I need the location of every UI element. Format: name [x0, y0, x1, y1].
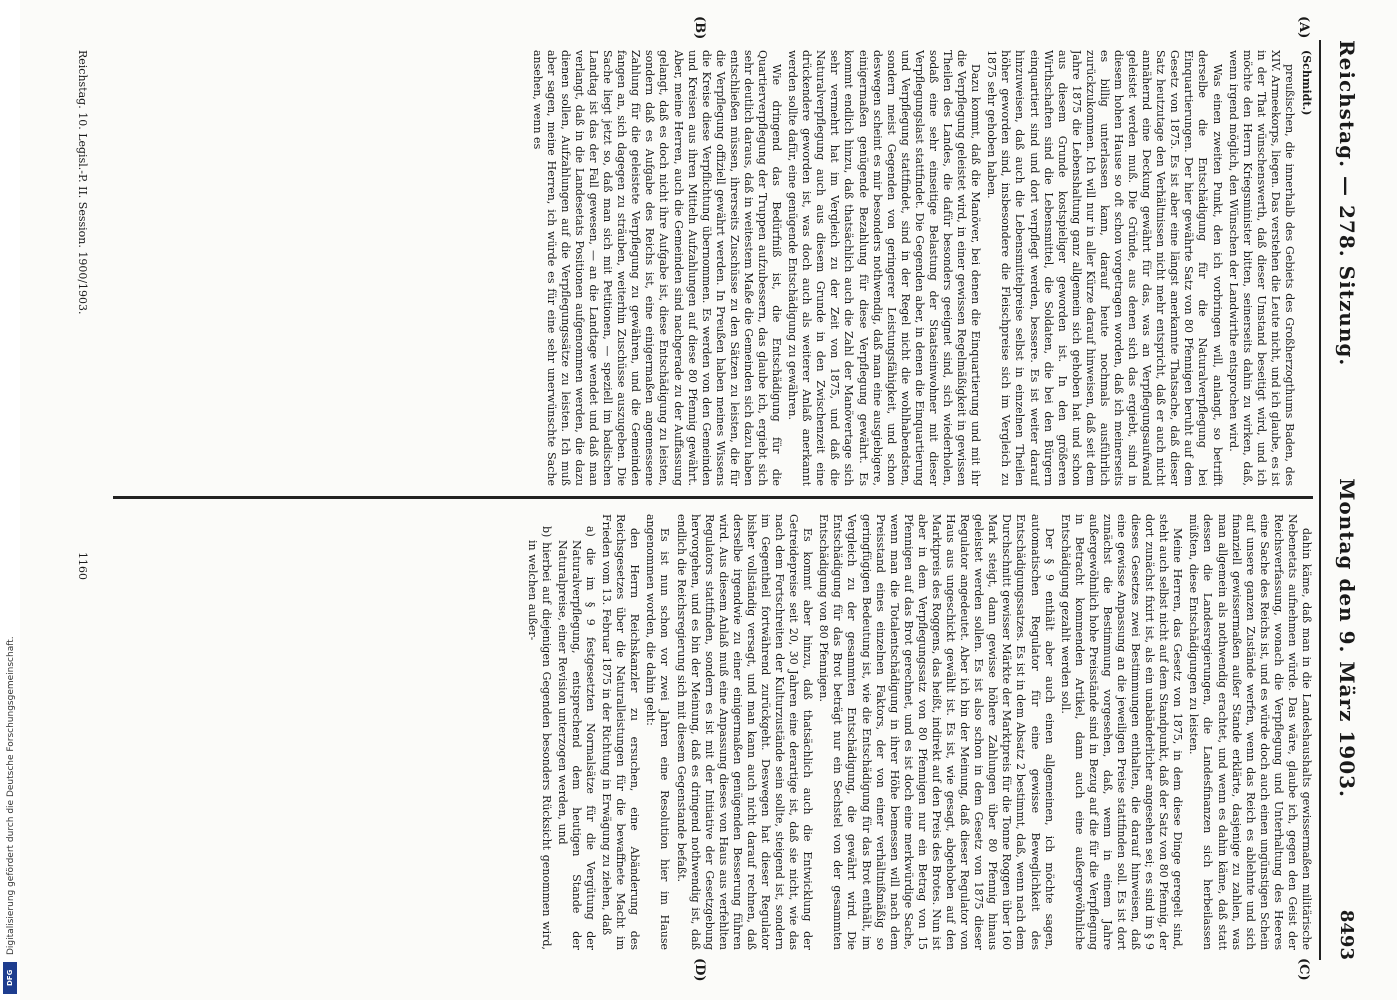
footer-session: Reichstag. 10. Legisl.-P. II. Session. 1900/1903. [76, 50, 89, 315]
left-column [93, 50, 1313, 486]
dfg-logo: DFG [3, 962, 17, 994]
attribution-text: Digitalisierung gefördert durch die Deutsche Forschungsgemeinschaft. [6, 636, 16, 955]
margin-marker-d: (D) [692, 958, 707, 982]
left-paragraph: preußischen, die innerhalb des Gebiets des Großherzogthums Baden, des XIV. Armeekorps, liegen. Das verstehen die Leute nicht, und ich glaube, es ist in der That wünschenswerth, daß dieser Umstand beseitigt wird, und ich möchte den Herrn Kriegsminister bitten, seinerseits dahin zu wirken, daß, wenn irgend möglich, den Wünschen der Landwirthe entsprochen wird. [1226, 50, 1296, 486]
right-paragraph: Meine Herren, das Gesetz von 1875, in dem diese Dinge geregelt sind, steht auch selbst nicht auf dem Standpunkt, daß der Satz von 80 Pfennig, der dort zunächst fixirt ist, als ein unabänderlicher angesehen sei; es sind im § 9 dieses Gesetzes zwei Bestimmungen enthalten, die darauf hinweisen, daß eine gewisse Anpassung an die jeweiligen Preise stattfinden soll. Es ist dort zunächst die Bestimmung vorgesehen, daß, wenn in einem Jahre außergewöhnlich hohe Preisstände sind in Bezug auf die für die Verpflegung in Betracht kommenden Artikel, dann auch eine außergewöhnliche Entschädigung gezahlt werden soll. [1058, 514, 1185, 950]
right-paragraph: dahin käme, daß man in die Landeshaushalts gewissermaßen militärische Nebenetats aufnehmen würde. Das wäre, glaube ich, gegen den Geist der Reichsverfassung, wonach die Verpflegung und Unterhaltung des Heeres eine Sache des Reichs ist, und es würde doch auch einen ungünstigen Schein auf unsere ganzen Zustände werfen, wenn das Reich es ablehnte und sich finanziell gewissermaßen außer Stande erklärte, dasjenige zu zahlen, was man allgemein als nothwendig erachtet, und wenn es dahin käme, daß statt dessen die Landesregierungen, die Landesfinanzen sich herbeilassen müßten, diese Entschädigungen zu leisten. [1187, 514, 1313, 950]
right-paragraph: Es ist nun schon vor zwei Jahren eine Resolution hier im Hause angenommen worden, die dahin geht: [644, 514, 672, 950]
page-number: 8493 [1336, 909, 1358, 960]
resolution-item-b: b) hierbei auf diejenigen Gegenden besonders Rücksicht genommen wird, in welchen außer- [525, 526, 553, 950]
footer-sheet-number: 1160 [76, 552, 89, 580]
header-right-title: Montag den 9. März 1903. [1335, 478, 1359, 799]
right-paragraph: Es kommt aber hinzu, daß thatsächlich auch die Entwicklung der Getreidepreise seit 20, 30 Jahren eine derartige ist, daß sie nicht, wie das nach dem Fortschreiten der Kulturzustände sein sollte, steigend ist, sondern im Gegentheil fortwährend zurückgeht. Deswegen hat dieser Regulator bisher vollständig versagt, und man kann auch nicht darauf rechnen, daß derselbe irgendwie zu einer einigermaßen genügenden Besserung führen wird. Aus diesem Anlaß muß eine Anpassung dieses von Haus aus verfehlten Regulators stattfinden, sondern es ist mit der Initiative der Gesetzgebung hervorgehen, und es bin der Meinung, daß es dringend nothwendig ist, daß endlich die Reichsregierung sich mit diesem Gegenstande befaßt. [674, 514, 815, 950]
column-divider [113, 496, 1313, 499]
attribution-strip [0, 0, 20, 1000]
resolution-item-a: a) die im § 9 festgesetzten Normalsätze für die Vergütung der Naturalverpflegung, entsprechend dem heutigen Stande der Naturalpreise, einer Revision unterzogen werden, und [555, 526, 598, 950]
left-paragraph: Wie dringend das Bedürfniß ist, die Entschädigung für die Quartierverpflegung der Truppen aufzubessern, das glaube ich, ergiebt sich sehr deutlich daraus, daß in weitestem Maße die Gemeinden sich dazu haben entschließen müssen, ihrerseits Zuschüsse zu den Sätzen zu leisten, die für die Verpflegung offiziell gewährt werden. In Preußen haben meines Wissens die Kreise diese Verpflichtung übernommen. Es werden von den Gemeinden und Kreisen aus ihren Mitteln Aufzahlungen auf diese 80 Pfennig gewährt. Aber, meine Herren, auch die Gemeinden sind nachgerade zu der Auffassung gelangt, daß es doch nicht ihre Aufgabe ist, diese Entschädigung zu leisten, sondern daß es Aufgabe des Reichs ist, eine einigermaßen angemessene Zahlung für die geleistete Verpflegung zu gewähren, und die Gemeinden fangen an, sich dagegen zu sträuben, weiterhin Zuschüsse auszugeben. Die Sache liegt jetzt so, daß man sich mit Petitionen, — speziell im badischen Landtag ist das der Fall gewesen, — an die Landtage wendet und daß man verlangt, daß in die Landesetats Positionen aufgenommen werden, die dazu dienen sollen, Aufzahlungen auf die Verpflegungssätze zu leisten. Ich muß aber sagen, meine Herren, ich würde es für eine sehr unerwünschte Sache ansehen, wenn es [530, 50, 784, 486]
resolution-text: den Herrn Reichskanzler zu ersuchen, eine Abänderung des Reichsgesetzes über die Naturalleistungen für die bewaffnete Macht im Frieden vom 13. Februar 1875 in der Richtung in Erwägung zu ziehen, daß [600, 514, 642, 950]
right-column [93, 514, 1313, 950]
margin-marker-b: (B) [692, 16, 707, 40]
right-paragraph: Der § 9 enthält aber auch einen allgemeinen, ich möchte sagen, automatischen Regulator für eine gewisse Beweglichkeit des Entschädigungssatzes. Es ist in dem Absatz 2 bestimmt, daß, wenn nach dem Durchschnitt gewisser Märkte der Marktpreis für die Tonne Roggen über 160 Mark steigt, dann gewisse höhere Zahlungen über 80 Pfennig hinaus geleistet werden sollen. Es ist also schon in dem Gesetz von 1875 dieser Regulator angedeutet. Aber ich bin der Meinung, daß dieser Regulator von Haus aus ungeschickt gewählt ist. Es ist, wie gesagt, abgehoben auf den Marktpreis des Roggens, das heißt, indirekt auf den Preis des Brotes. Nun ist aber in dem Verpflegungssatz von 80 Pfennigen nur ein Betrag von 15 Pfennigen auf das Brot gerechnet, und es ist doch eine merkwürdige Sache, wenn man die Totalentschädigung in ihrer Höhe bemessen will nach dem Preisstand eines einzelnen Faktors, der von einer verhältnißmäßig so geringfügigen Bedeutung ist, wie die Entschädigung für das Brot enthält, im Vergleich zu der gesammten Entschädigung, die gewährt wird. Die Entschädigung für das Brot beträgt nur ein Sechstel von der gesammten Entschädigung von 80 Pfennigen. [817, 514, 1056, 950]
left-paragraph: Dazu kommt, daß die Manöver, bei denen die Einquartierung und mit ihr die Verpflegung geleistet wird, in einer gewissen Regelmäßigkeit in gewissen Theilen des Landes, die dafür besonders geeignet sind, sich wiederholen, sodaß eine sehr einseitige Belastung der Staatseinwohner mit dieser Verpflegungslast stattfindet. Die Gegenden aber, in denen die Einquartierung und Verpflegung stattfindet, sind in der Regel nicht die wohlhabendsten, sondern meist Gegenden von geringerer Leistungsfähigkeit, und schon deswegen scheint es mir besonders nothwendig, daß man eine ausgiebigere, einigermaßen genügende Bezahlung für diese Verpflegung gewährt. Es kommt endlich hinzu, daß thatsächlich auch die Zahl der Manövertage sich sehr vermehrt hat im Vergleich zu der Zeit von 1875, und daß die Naturalverpflegung auch aus diesem Grunde in den Zwischenzeit eine drückendere geworden ist, was doch auch als weiterer Anlaß anerkannt werden sollte dafür, eine genügende Entschädigung zu gewähren. [786, 50, 983, 486]
margin-marker-a: (A) [1296, 16, 1311, 39]
header-left-title: Reichstag. — 278. Sitzung. [1335, 40, 1359, 367]
speaker-name: (Schmidt.) [1300, 50, 1313, 116]
page-header [1327, 40, 1367, 960]
left-paragraph: Was einen zweiten Punkt, den ich vorbringen will, anlangt, so betrifft derselbe die Entschädigung für die Naturalverpflegung bei Einquartierungen. Der hier gewährte Satz von 80 Pfennigen beruht auf dem Gesetz von 1875. Es ist aber eine längst anerkannte Thatsache, daß dieser Satz heutzutage den Verhältnissen nicht mehr entspricht, daß er auch nicht annähernd eine Deckung gewährt für das, was an Verpflegungsaufwand geleistet werden muß. Die Gründe, aus denen sich das ergiebt, sind in diesem hohen Hause so oft schon vorgetragen worden, daß ich meinerseits es billig unterlassen kann, darauf heute nochmals ausführlich zurückzukommen. Ich will nur in aller Kürze darauf hinweisen, daß seit dem Jahre 1875 die Lebenshaltung ganz allgemein sich gehoben hat und schon aus diesem Grunde kostspieliger geworden ist. In den größeren Wirthschaften sind die Lebensmittel, die Soldaten, die bei den Bürgern einquartiert sind und dort verpflegt werden, bessere. Es ist weiter darauf hinzuweisen, daß auch die Lebensmittelpreise selbst in einzelnen Theilen höher geworden sind, insbesondere die Fleischpreise sich im Vergleich zu 1875 sehr gehoben haben. [985, 50, 1224, 486]
page-footer [76, 50, 89, 960]
header-rule [1319, 40, 1321, 960]
margin-marker-c: (C) [1296, 958, 1311, 981]
